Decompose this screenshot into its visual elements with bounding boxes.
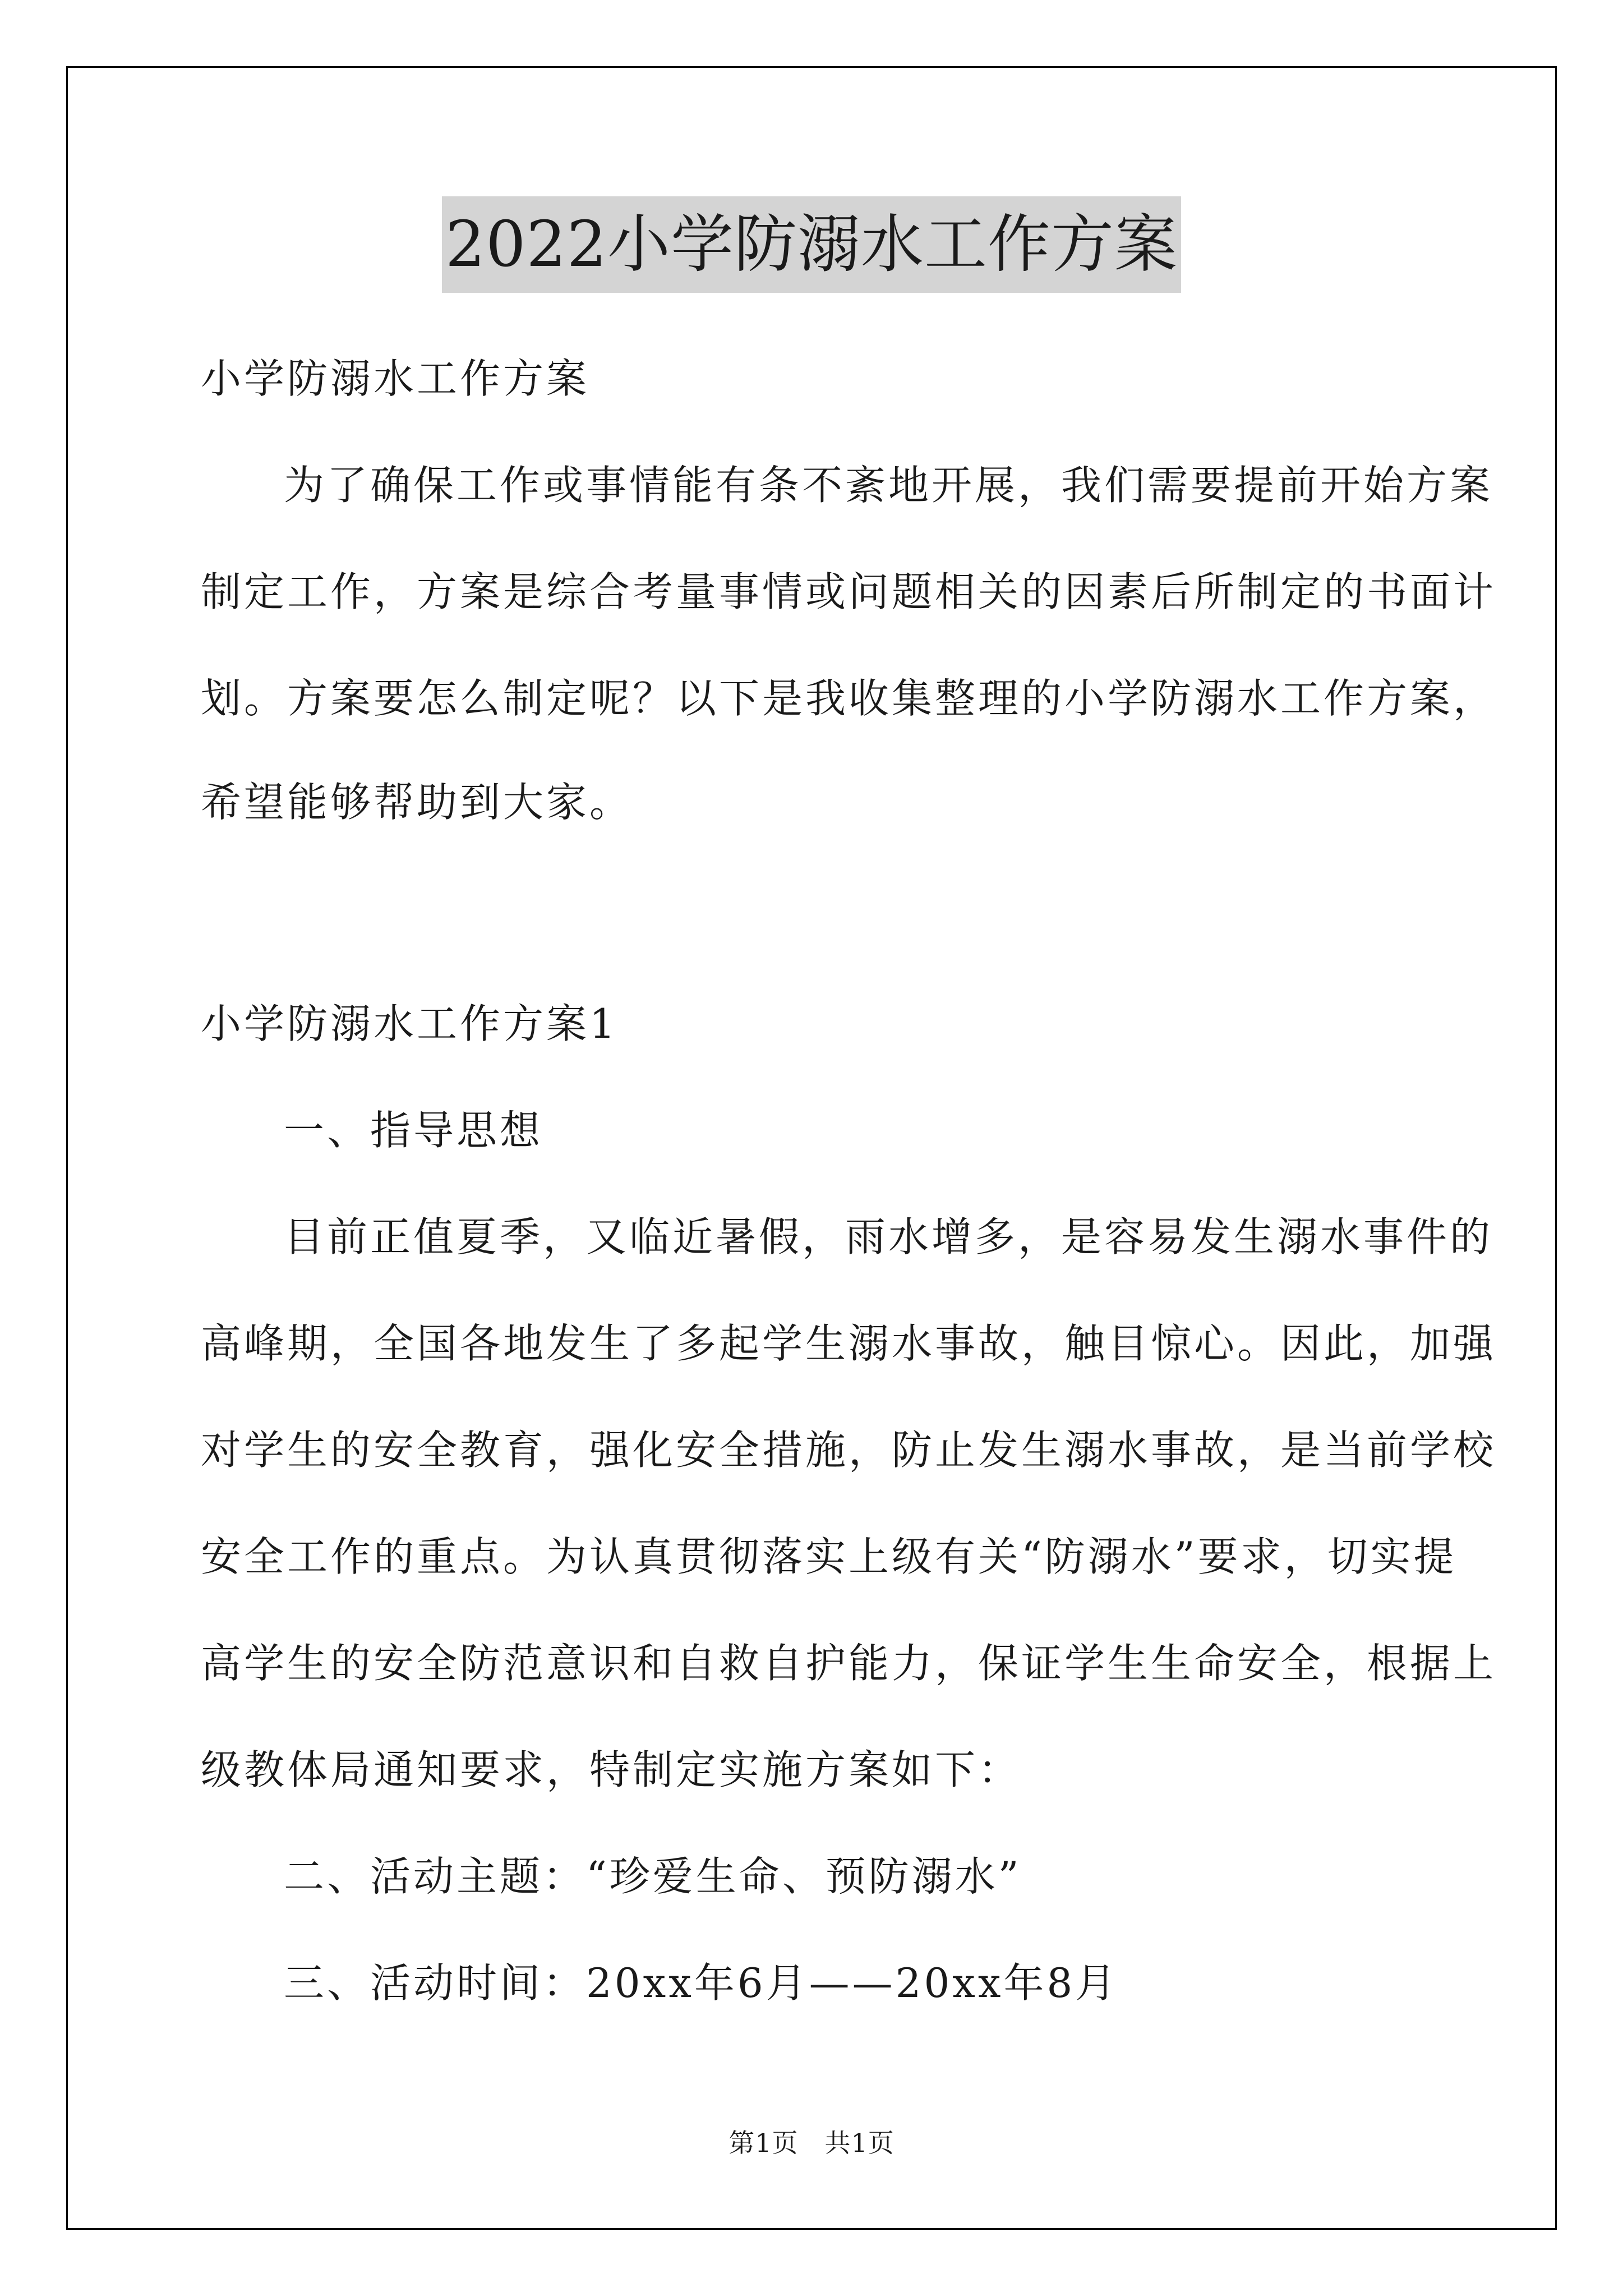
item1-paragraph-line: 安全工作的重点。为认真贯彻落实上级有关“防溺水”要求，切实提: [201, 1533, 1457, 1580]
intro-paragraph-line: 为了确保工作或事情能有条不紊地开展，我们需要提前开始方案: [284, 462, 1493, 509]
intro-paragraph-line: 制定工作，方案是综合考量事情或问题相关的因素后所制定的书面计: [201, 568, 1497, 615]
item1-paragraph-line: 级教体局通知要求，特制定实施方案如下：: [201, 1746, 1022, 1793]
item-activity-theme: 二、活动主题：“珍爱生命、预防溺水”: [284, 1853, 1022, 1900]
section-heading: 小学防溺水工作方案1: [201, 1000, 618, 1047]
page-footer: 第1页 共1页: [728, 2128, 895, 2158]
item-activity-time: 三、活动时间：20xx年6月——20xx年8月: [284, 1959, 1119, 2007]
item1-paragraph-line: 高学生的安全防范意识和自救自护能力，保证学生生命安全，根据上: [201, 1640, 1497, 1687]
item-heading-guiding-ideology: 一、指导思想: [284, 1107, 543, 1154]
item1-paragraph-line: 目前正值夏季，又临近暑假，雨水增多，是容易发生溺水事件的: [284, 1213, 1493, 1260]
title-text: 2022小学防溺水工作方案: [442, 196, 1181, 293]
item1-paragraph-line: 对学生的安全教育，强化安全措施，防止发生溺水事故，是当前学校: [201, 1427, 1497, 1474]
item1-paragraph-line: 高峰期，全国各地发生了多起学生溺水事故，触目惊心。因此，加强: [201, 1320, 1497, 1367]
intro-paragraph-line: 希望能够帮助到大家。: [201, 779, 633, 826]
document-subtitle: 小学防溺水工作方案: [201, 355, 590, 402]
intro-paragraph-line: 划。方案要怎么制定呢？以下是我收集整理的小学防溺水工作方案，: [201, 675, 1497, 722]
document-title: [0, 196, 1623, 293]
